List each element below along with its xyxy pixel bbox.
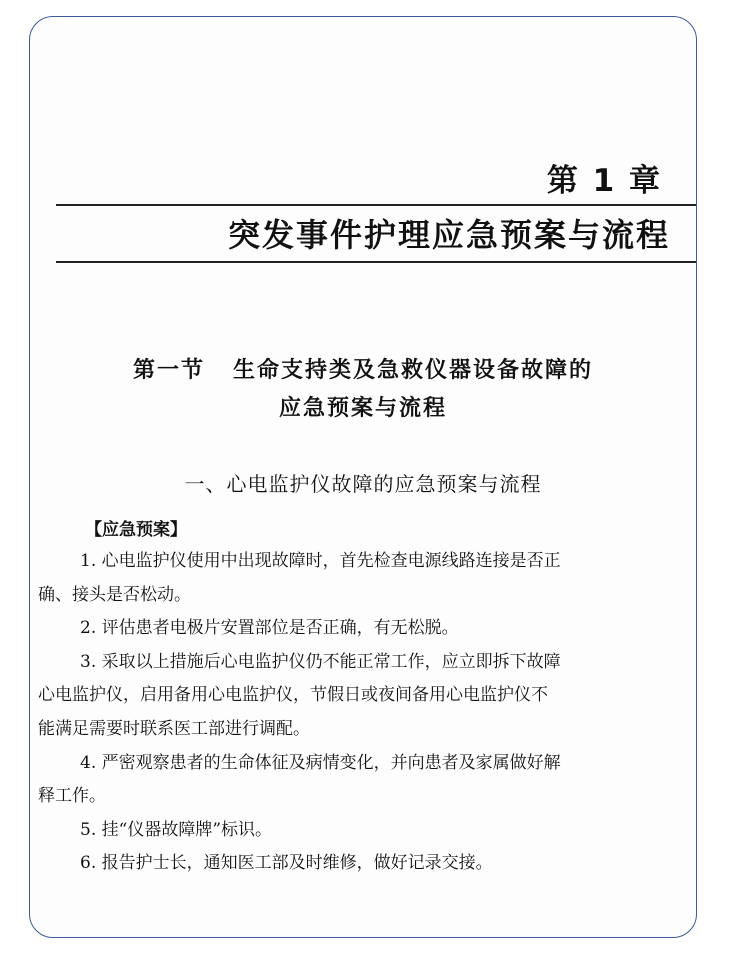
plan-label: 【应急预案】 xyxy=(85,520,187,540)
chapter-rule-top xyxy=(56,204,696,206)
chapter-number: 第 1 章 xyxy=(546,163,662,199)
subsection-heading: 一、心电监护仪故障的应急预案与流程 xyxy=(184,472,542,496)
section-title-text: 生命支持类及急救仪器设备故障的 xyxy=(233,357,594,383)
plan-body xyxy=(38,545,697,881)
body-line: 1. 心电监护仪使用中出现故障时，首先检查电源线路连接是否正 xyxy=(80,551,561,571)
section-title xyxy=(30,351,696,427)
body-line: 确、接头是否松动。 xyxy=(38,584,191,605)
body-line: 6. 报告护士长，通知医工部及时维修，做好记录交接。 xyxy=(80,853,493,874)
body-line: 心电监护仪，启用备用心电监护仪，节假日或夜间备用心电监护仪不 xyxy=(38,685,548,706)
section-title-line1 xyxy=(30,351,696,389)
body-line: 5. 挂“仪器故障牌”标识。 xyxy=(80,819,273,840)
body-line: 3. 采取以上措施后心电监护仪仍不能正常工作，应立即拆下故障 xyxy=(80,651,561,672)
section-title-line2: 应急预案与流程 xyxy=(278,395,447,421)
chapter-title: 突发事件护理应急预案与流程 xyxy=(227,216,670,254)
body-line: 能满足需要时联系医工部进行调配。 xyxy=(38,718,310,739)
section-prefix: 第一节 xyxy=(132,357,205,383)
body-line: 释工作。 xyxy=(38,786,106,807)
chapter-rule-bottom xyxy=(56,261,696,263)
body-line: 2. 评估患者电极片安置部位是否正确，有无松脱。 xyxy=(80,618,459,639)
body-line: 4. 严密观察患者的生命体征及病情变化，并向患者及家属做好解 xyxy=(80,752,561,773)
page-frame xyxy=(29,16,697,938)
